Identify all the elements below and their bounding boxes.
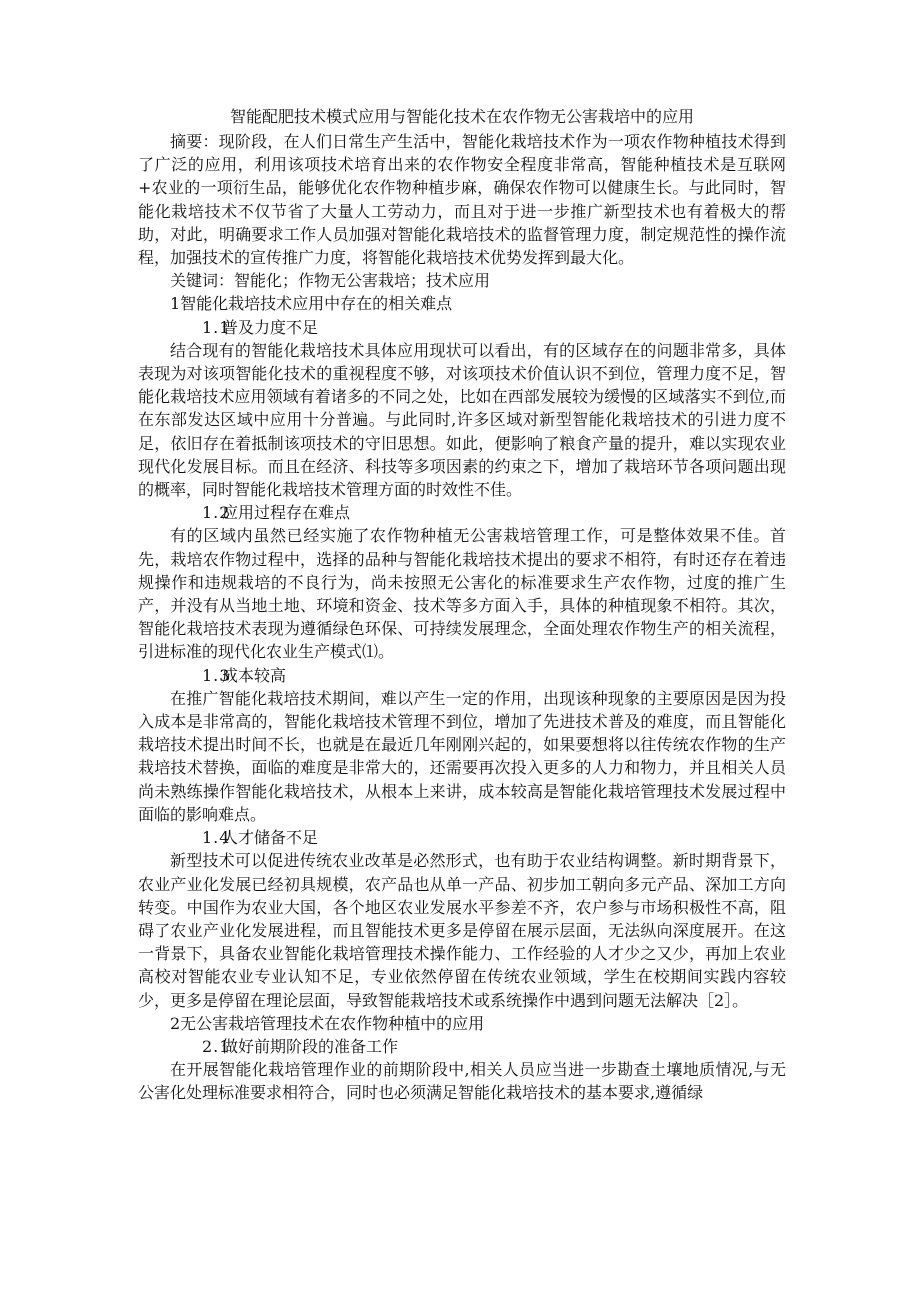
abstract-paragraph: 摘要：现阶段，在人们日常生产生活中，智能化栽培技术作为一项农作物种植技术得到了广泛的应用，利用该项技术培育出来的农作物安全程度非常高，智能种植技术是互联网+农业的一项衍生品，能够优化农作物种植步麻，确保农作物可以健康生长。与此同时，智能化栽培技术不仅节省了大量人工劳动力，而且对于进一步推广新型技术也有着极大的帮助，对此，明确要求工作人员加强对智能化栽培技术的监督管理力度，制定规范性的操作流程，加强技术的宣传推广力度，将智能化栽培技术优势发挥到最大化。	[138, 132, 786, 268]
section-title: 成本较高	[222, 665, 287, 685]
section-title: 应用过程存在难点	[222, 503, 351, 523]
section-1-3-heading	[138, 664, 786, 687]
section-number: 1.3	[202, 665, 231, 685]
document-title: 智能配肥技术模式应用与智能化技术在农作物无公害栽培中的应用	[229, 107, 694, 126]
section-1-1-heading	[138, 316, 786, 339]
keywords-line: 关键词：智能化；作物无公害栽培；技术应用	[170, 271, 491, 291]
section-number: 2.1	[202, 1036, 231, 1056]
section-1-4-heading	[138, 826, 786, 849]
section-title: 人才储备不足	[222, 828, 319, 848]
section-1-2-heading	[138, 501, 786, 524]
section-2-1-heading	[138, 1035, 786, 1058]
section-1-2-paragraph: 有的区域内虽然已经实施了农作物种植无公害栽培管理工作，可是整体效果不佳。首先，栽培农作物过程中，选择的品种与智能化栽培技术提出的要求不相符，有时还存在着违规操作和违规栽培的不良行为，尚未按照无公害化的标准要求生产农作物，过度的推广生产，并没有从当地土地、环境和资金、技术等多方面入手，具体的种植现象不相符。其次，智能化栽培技术表现为遵循绿色环保、可持续发展理念，全面处理农作物生产的相关流程，引进标准的现代化农业生产模式⑴。	[138, 526, 786, 662]
document-page	[138, 104, 786, 1105]
section-2-1-paragraph: 在开展智能化栽培管理作业的前期阶段中,相关人员应当进一步勘查土壤地质情况,与无公害化处理标准要求相符合，同时也必须满足智能化栽培技术的基本要求,遵循绿	[138, 1060, 786, 1103]
section-number: 1.2	[202, 503, 231, 523]
section-1-1-paragraph: 结合现有的智能化栽培技术具体应用现状可以看出，有的区域存在的问题非常多，具体表现为对该项智能化技术的重视程度不够，对该项技术价值认识不到位，管理力度不足，智能化栽培技术应用领域有着诸多的不同之处，比如在西部发展较为缓慢的区域落实不到位,而在东部发达区域中应用十分普遍。与此同时,许多区域对新型智能化栽培技术的引进力度不足，依旧存在着抵制该项技术的守旧思想。如此，便影响了粮食产量的提升，难以实现农业现代化发展目标。而且在经济、科技等多项因素的约束之下，增加了栽培环节各项问题出现的概率，同时智能化栽培技术管理方面的时效性不佳。	[138, 340, 786, 500]
section-number: 1.1	[202, 317, 231, 337]
section-title: 做好前期阶段的准备工作	[222, 1036, 399, 1056]
section-2-heading: 2无公害栽培管理技术在农作物种植中的应用	[170, 1013, 485, 1033]
section-1-heading: 1智能化栽培技术应用中存在的相关难点	[170, 294, 453, 314]
section-title: 普及力度不足	[222, 317, 319, 337]
section-number: 1.4	[202, 828, 231, 848]
section-1-4-paragraph: 新型技术可以促进传统农业改革是必然形式，也有助于农业结构调整。新时期背景下，农业产业化发展已经初具规模，农产品也从单一产品、初步加工朝向多元产品、深加工方向转变。中国作为农业大国，各个地区农业发展水平参差不齐，农户参与市场积极性不高，阻碍了农业产业化发展进程，而且智能技术更多是停留在展示层面，无法纵向深度展开。在这一背景下，具备农业智能化栽培管理技术操作能力、工作经验的人才少之又少，再加上农业高校对智能农业专业认知不足，专业依然停留在传统农业领域，学生在校期间实践内容较少，更多是停留在理论层面，导致智能栽培技术或系统操作中遇到问题无法解决［2］。	[138, 851, 786, 1010]
section-1-3-paragraph: 在推广智能化栽培技术期间，难以产生一定的作用，出现该种现象的主要原因是因为投入成本是非常高的，智能化栽培技术管理不到位，增加了先进技术普及的难度，而且智能化栽培技术提出时间不长，也就是在最近几年刚刚兴起的，如果要想将以往传统农作物的生产栽培技术替换，面临的难度是非常大的，还需要再次投入更多的人力和物力，并且相关人员尚未熟练操作智能化栽培技术，从根本上来讲，成本较高是智能化栽培管理技术发展过程中面临的影响难点。	[138, 688, 786, 824]
